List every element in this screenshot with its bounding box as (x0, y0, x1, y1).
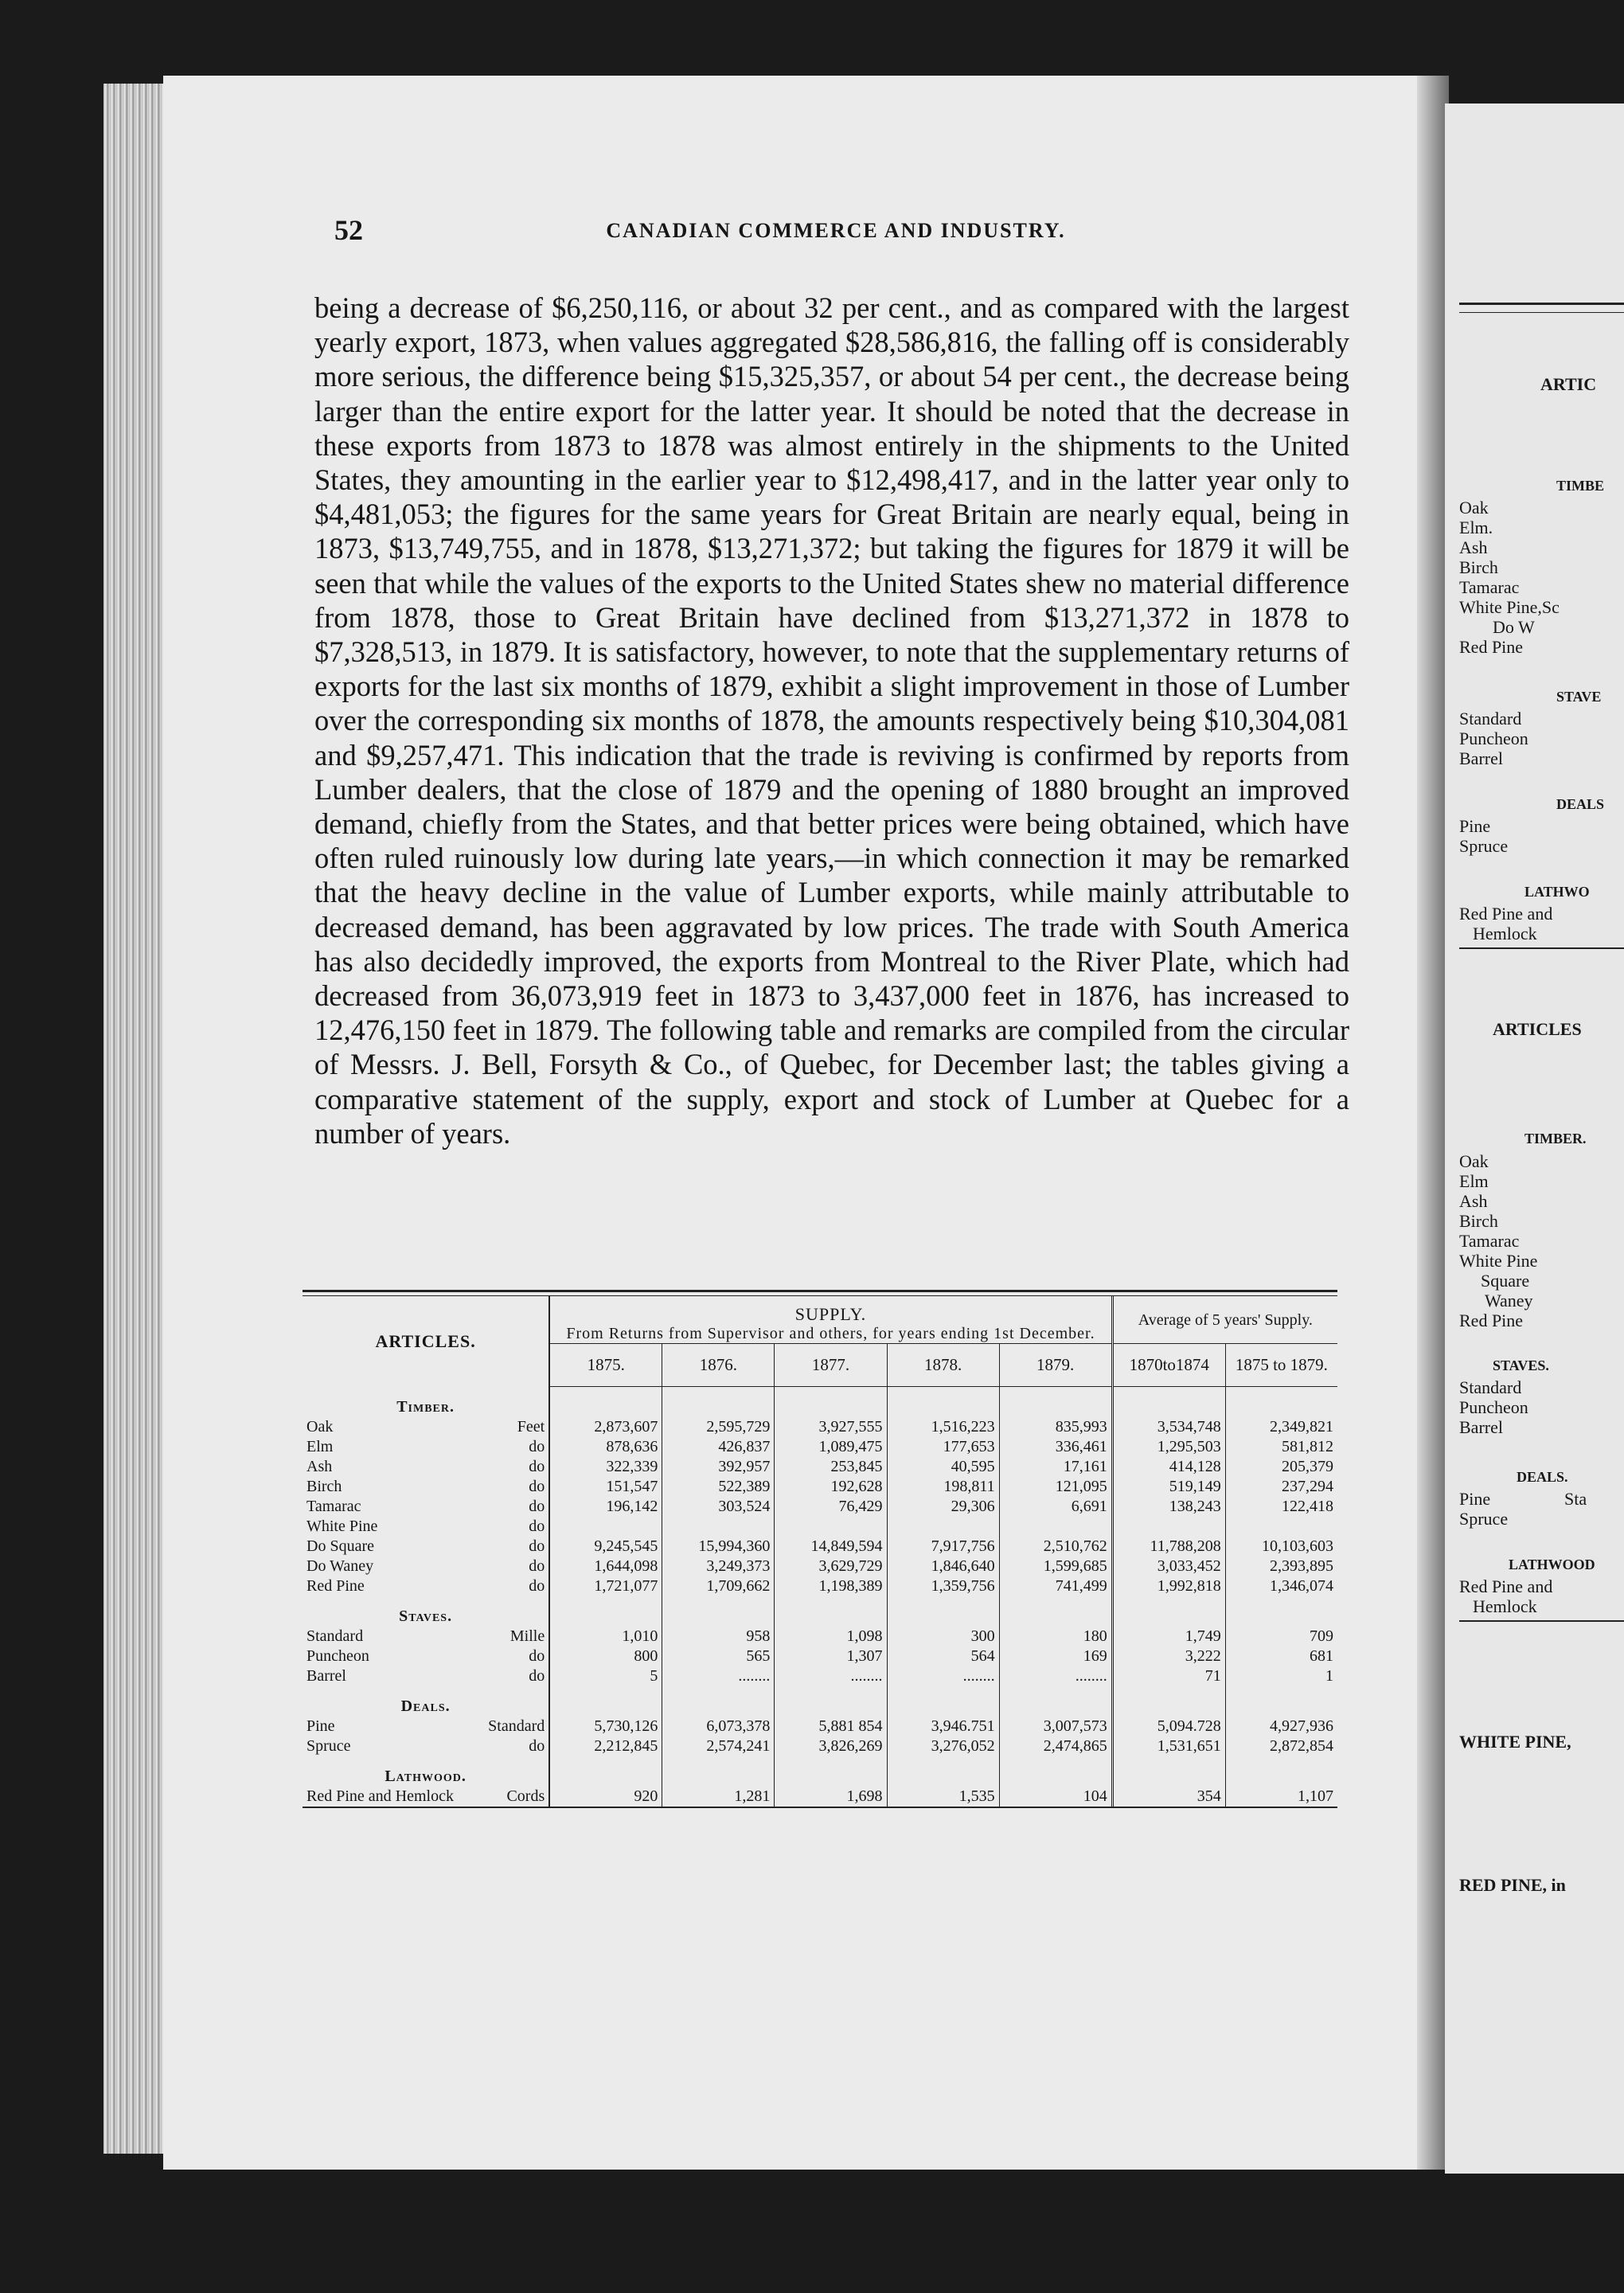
row-name: Do Square (306, 1537, 374, 1555)
value-cell: 15,994,360 (662, 1537, 775, 1557)
right-text: WHITE PINE, (1459, 1732, 1571, 1752)
table-row (303, 1627, 1337, 1647)
empty-cell (999, 1686, 1112, 1717)
value-cell: 741,499 (999, 1576, 1112, 1596)
value-cell: 5,094.728 (1112, 1717, 1225, 1736)
value-cell: 5,881 854 (775, 1717, 887, 1736)
row-name: Red Pine and Hemlock (306, 1787, 454, 1805)
value-cell: 205,379 (1225, 1457, 1337, 1477)
right-text: Red Pine (1459, 637, 1524, 657)
row-unit: do (529, 1497, 545, 1515)
year-header: 1879. (999, 1344, 1112, 1387)
right-text: Red Pine and (1459, 1576, 1553, 1596)
value-cell: 1,198,389 (775, 1576, 887, 1596)
value-cell: 519,149 (1112, 1477, 1225, 1497)
row-name: Oak (306, 1417, 334, 1436)
group-label: Deals. (303, 1686, 549, 1717)
value-cell: 3,534,748 (1112, 1417, 1225, 1437)
right-text: DEALS (1556, 796, 1605, 812)
right-text: STAVE (1556, 689, 1602, 705)
value-cell: 300 (887, 1627, 999, 1647)
value-cell: 5,730,126 (549, 1717, 662, 1736)
row-name: Barrel (306, 1666, 346, 1685)
value-cell: 177,653 (887, 1437, 999, 1457)
value-cell (662, 1517, 775, 1537)
value-cell: 4,927,936 (1225, 1717, 1337, 1736)
empty-cell (662, 1387, 775, 1417)
value-cell: 2,872,854 (1225, 1736, 1337, 1756)
value-cell (887, 1517, 999, 1537)
right-text: STAVES. (1493, 1357, 1549, 1373)
value-cell: 920 (549, 1787, 662, 1807)
empty-cell (1112, 1596, 1225, 1627)
value-cell (1112, 1517, 1225, 1537)
value-cell: 354 (1112, 1787, 1225, 1807)
row-label (303, 1497, 549, 1517)
row-name: Do Waney (306, 1557, 374, 1575)
rule (1459, 303, 1624, 305)
value-cell: 3,276,052 (887, 1736, 999, 1756)
value-cell: 1,531,651 (1112, 1736, 1225, 1756)
value-cell: 121,095 (999, 1477, 1112, 1497)
right-text: White Pine,Sc (1459, 597, 1560, 617)
row-label (303, 1647, 549, 1666)
value-cell: 151,547 (549, 1477, 662, 1497)
table-row (303, 1457, 1337, 1477)
row-name: Standard (306, 1627, 364, 1645)
value-cell: 709 (1225, 1627, 1337, 1647)
row-unit: do (529, 1537, 545, 1555)
value-cell: 1,516,223 (887, 1417, 999, 1437)
right-text: Red Pine (1459, 1311, 1524, 1330)
value-cell: 1,359,756 (887, 1576, 999, 1596)
row-unit: do (529, 1437, 545, 1455)
group-label: Lathwood. (303, 1756, 549, 1787)
articles-header: ARTICLES. (303, 1296, 549, 1387)
right-text: LATHWOOD (1509, 1557, 1595, 1572)
group-label: Staves. (303, 1596, 549, 1627)
lumber-supply-table (303, 1290, 1337, 1808)
row-unit: do (529, 1477, 545, 1495)
paragraph: being a decrease of $6,250,116, or about 32 per cent., and as compared with the largest yearly export, 1873, when values aggregated $28,586,816, the falling off is considerably more serious, the difference being $15,325,357, or about 54 per cent., the decrease being larger than the entire export for the latter year. It should be noted that the decrease in these exports from 1873 to 1878 was almost entirely in the shipments to the United States, they amounting in the earlier year to $12,498,417, and in the latter year only to $4,481,053; the figures for the same years for Great Britain are nearly equal, being in 1873, $13,749,755, and in 1878, $13,271,372; but taking the figures for 1879 it will be seen that while the values of the exports to the United States shew no material difference from 1878, those to Great Britain have declined from $13,271,372 in 1878 to $7,328,513, in 1879. It is satisfactory, however, to note that the supplementary returns of exports for the last six months of 1879, exhibit a slight improvement in those of Lumber over the corresponding six months of 1878, the amounts respectively being $10,304,081 and $9,257,471. This indication that the trade is reviving is confirmed by reports from Lumber dealers, that the close of 1879 and the opening of 1880 brought an improved demand, chiefly from the States, and that better prices were being obtained, which have often ruled ruinously low during late years,—in which connection it may be remarked that the heavy decline in the value of Lumber exports, while mainly attributable to decreased demand, has been aggravated by low prices. The trade with South America has also decidedly improved, the exports from Montreal to the River Plate, which had decreased from 36,073,919 feet in 1873 to 3,437,000 feet in 1876, has increased to 12,476,150 feet in 1879. The following table and remarks are compiled from the circular of Messrs. J. Bell, Forsyth & Co., of Quebec, for December last; the tables giving a comparative statement of the supply, export and stock of Lumber at Quebec for a number of years. (314, 291, 1349, 1150)
right-text: TIMBER. (1524, 1131, 1587, 1146)
value-cell (775, 1517, 887, 1537)
row-label (303, 1787, 549, 1807)
value-cell: 196,142 (549, 1497, 662, 1517)
value-cell: 10,103,603 (1225, 1537, 1337, 1557)
right-text: Pine (1459, 1489, 1491, 1509)
right-text: Red Pine and (1459, 904, 1553, 924)
empty-cell (775, 1596, 887, 1627)
table-top-rule (303, 1290, 1337, 1296)
value-cell: 2,595,729 (662, 1417, 775, 1437)
value-cell: 14,849,594 (775, 1537, 887, 1557)
supply-subtitle: From Returns from Supervisor and others, for years ending 1st December. (566, 1325, 1095, 1342)
page-number: 52 (334, 214, 363, 246)
table-row (303, 1717, 1337, 1736)
value-cell: 76,429 (775, 1497, 887, 1517)
value-cell: ........ (775, 1666, 887, 1686)
value-cell (549, 1517, 662, 1537)
table-group-row (303, 1756, 1337, 1787)
row-label (303, 1437, 549, 1457)
value-cell: 6,073,378 (662, 1717, 775, 1736)
value-cell: 336,461 (999, 1437, 1112, 1457)
empty-cell (549, 1756, 662, 1787)
row-name: Spruce (306, 1736, 351, 1755)
row-name: White Pine (306, 1517, 378, 1535)
empty-cell (775, 1756, 887, 1787)
right-text: Barrel (1459, 748, 1503, 768)
value-cell: 565 (662, 1647, 775, 1666)
avg-year-header: 1875 to 1879. (1225, 1344, 1337, 1387)
empty-cell (549, 1596, 662, 1627)
row-label (303, 1477, 549, 1497)
row-label (303, 1717, 549, 1736)
value-cell: 3,222 (1112, 1647, 1225, 1666)
empty-cell (887, 1686, 999, 1717)
value-cell: 2,393,895 (1225, 1557, 1337, 1576)
right-text: LATHWO (1524, 884, 1590, 900)
right-text: Ash (1459, 1191, 1488, 1211)
right-text: ARTICLES (1493, 1019, 1582, 1039)
supply-title: SUPPLY. (794, 1304, 867, 1324)
row-label (303, 1627, 549, 1647)
value-cell: 3,927,555 (775, 1417, 887, 1437)
right-text: Spruce (1459, 1509, 1509, 1529)
value-cell: 1,721,077 (549, 1576, 662, 1596)
value-cell: 2,474,865 (999, 1736, 1112, 1756)
right-text: Elm. (1459, 518, 1493, 537)
value-cell: 322,339 (549, 1457, 662, 1477)
value-cell: 71 (1112, 1666, 1225, 1686)
value-cell: 1,010 (549, 1627, 662, 1647)
right-text: Hemlock (1473, 924, 1537, 943)
empty-cell (662, 1596, 775, 1627)
value-cell: 3,629,729 (775, 1557, 887, 1576)
row-label (303, 1517, 549, 1537)
row-unit: do (529, 1517, 545, 1535)
right-text: Hemlock (1473, 1596, 1537, 1616)
year-header: 1878. (887, 1344, 999, 1387)
right-text: TIMBE (1556, 478, 1605, 494)
value-cell: 1,098 (775, 1627, 887, 1647)
row-label (303, 1576, 549, 1596)
running-head: CANADIAN COMMERCE AND INDUSTRY. (606, 219, 1066, 242)
row-label (303, 1417, 549, 1437)
empty-cell (1225, 1756, 1337, 1787)
table-body (303, 1387, 1337, 1807)
empty-cell (1112, 1387, 1225, 1417)
value-cell: 392,957 (662, 1457, 775, 1477)
right-text: Standard (1459, 709, 1522, 729)
right-text: Puncheon (1459, 729, 1528, 748)
empty-cell (999, 1387, 1112, 1417)
empty-cell (662, 1686, 775, 1717)
value-cell: 878,636 (549, 1437, 662, 1457)
right-text: Square (1481, 1271, 1530, 1291)
value-cell: 17,161 (999, 1457, 1112, 1477)
value-cell: 3,007,573 (999, 1717, 1112, 1736)
row-unit: do (529, 1557, 545, 1575)
right-text: Oak (1459, 498, 1489, 518)
value-cell: 237,294 (1225, 1477, 1337, 1497)
empty-cell (1225, 1686, 1337, 1717)
empty-cell (1225, 1596, 1337, 1627)
table-group-row (303, 1686, 1337, 1717)
value-cell: 1,346,074 (1225, 1576, 1337, 1596)
table-row (303, 1417, 1337, 1437)
right-text: Tamarac (1459, 577, 1520, 597)
row-name: Puncheon (306, 1647, 369, 1665)
empty-cell (1112, 1756, 1225, 1787)
right-text: Sta (1564, 1489, 1587, 1509)
table-row (303, 1497, 1337, 1517)
empty-cell (775, 1387, 887, 1417)
empty-cell (549, 1387, 662, 1417)
value-cell: 180 (999, 1627, 1112, 1647)
right-text: Birch (1459, 557, 1498, 577)
right-text: RED PINE, in (1459, 1875, 1566, 1895)
right-text: Elm (1459, 1171, 1489, 1191)
table-row (303, 1576, 1337, 1596)
row-label (303, 1666, 549, 1686)
table-row (303, 1437, 1337, 1457)
value-cell: 1,107 (1225, 1787, 1337, 1807)
value-cell: 414,128 (1112, 1457, 1225, 1477)
table-row (303, 1647, 1337, 1666)
table-row (303, 1477, 1337, 1497)
value-cell: 1,089,475 (775, 1437, 887, 1457)
value-cell: 40,595 (887, 1457, 999, 1477)
empty-cell (887, 1596, 999, 1627)
right-text: Pine (1459, 816, 1491, 836)
row-unit: do (529, 1736, 545, 1755)
row-name: Pine (306, 1717, 335, 1735)
value-cell: 1,599,685 (999, 1557, 1112, 1576)
table-group-row (303, 1596, 1337, 1627)
table-bottom-rule (303, 1807, 1337, 1808)
value-cell: 7,917,756 (887, 1537, 999, 1557)
rule (1459, 1620, 1624, 1622)
value-cell: ........ (887, 1666, 999, 1686)
row-unit: Mille (509, 1627, 545, 1645)
value-cell: 2,349,821 (1225, 1417, 1337, 1437)
value-cell: 5 (549, 1666, 662, 1686)
row-name: Tamarac (306, 1497, 361, 1515)
value-cell: 1,295,503 (1112, 1437, 1225, 1457)
value-cell: 958 (662, 1627, 775, 1647)
value-cell: 104 (999, 1787, 1112, 1807)
empty-cell (1225, 1387, 1337, 1417)
value-cell: 1,846,640 (887, 1557, 999, 1576)
avg-year-header: 1870to1874 (1112, 1344, 1225, 1387)
value-cell: 1,307 (775, 1647, 887, 1666)
empty-cell (662, 1756, 775, 1787)
value-cell: 138,243 (1112, 1497, 1225, 1517)
value-cell: 253,845 (775, 1457, 887, 1477)
value-cell: 835,993 (999, 1417, 1112, 1437)
book-gutter (1417, 76, 1449, 2170)
right-text: Waney (1485, 1291, 1533, 1311)
right-text: Spruce (1459, 836, 1509, 856)
value-cell: 2,510,762 (999, 1537, 1112, 1557)
right-text: ARTIC (1540, 374, 1597, 394)
row-name: Red Pine (306, 1576, 365, 1595)
year-header: 1876. (662, 1344, 775, 1387)
value-cell: 6,691 (999, 1497, 1112, 1517)
empty-cell (887, 1387, 999, 1417)
right-text: Birch (1459, 1211, 1498, 1231)
row-label (303, 1537, 549, 1557)
value-cell: 29,306 (887, 1497, 999, 1517)
row-label (303, 1457, 549, 1477)
value-cell: 581,812 (1225, 1437, 1337, 1457)
value-cell: 3,826,269 (775, 1736, 887, 1756)
right-text: Do W (1493, 617, 1535, 637)
value-cell: 426,837 (662, 1437, 775, 1457)
value-cell: 1,709,662 (662, 1576, 775, 1596)
value-cell: 1,698 (775, 1787, 887, 1807)
empty-cell (887, 1756, 999, 1787)
table-row (303, 1557, 1337, 1576)
value-cell: 1,535 (887, 1787, 999, 1807)
group-label: Timber. (303, 1387, 549, 1417)
value-cell: 11,788,208 (1112, 1537, 1225, 1557)
row-unit: do (529, 1666, 545, 1685)
row-name: Ash (306, 1457, 333, 1475)
table-row (303, 1787, 1337, 1807)
value-cell: 522,389 (662, 1477, 775, 1497)
value-cell: 1,281 (662, 1787, 775, 1807)
value-cell: 1,992,818 (1112, 1576, 1225, 1596)
table-header-row (303, 1296, 1337, 1344)
row-label (303, 1557, 549, 1576)
value-cell: 681 (1225, 1647, 1337, 1666)
right-text: White Pine (1459, 1251, 1538, 1271)
right-text: DEALS. (1517, 1469, 1568, 1485)
empty-cell (1112, 1686, 1225, 1717)
empty-cell (775, 1686, 887, 1717)
right-text: Barrel (1459, 1417, 1503, 1437)
value-cell: 3,249,373 (662, 1557, 775, 1576)
right-page (1445, 104, 1624, 2174)
empty-cell (549, 1686, 662, 1717)
right-text: Ash (1459, 537, 1488, 557)
rule (1459, 312, 1624, 313)
value-cell: 2,574,241 (662, 1736, 775, 1756)
table-row (303, 1666, 1337, 1686)
value-cell: 800 (549, 1647, 662, 1666)
row-unit: do (529, 1457, 545, 1475)
empty-cell (999, 1596, 1112, 1627)
table-group-row (303, 1387, 1337, 1417)
value-cell: 3,033,452 (1112, 1557, 1225, 1576)
right-text: Tamarac (1459, 1231, 1520, 1251)
table-row (303, 1537, 1337, 1557)
row-unit: do (529, 1647, 545, 1665)
value-cell: 198,811 (887, 1477, 999, 1497)
year-header: 1877. (775, 1344, 887, 1387)
body-text (314, 291, 1349, 1150)
rule (1459, 947, 1624, 949)
row-unit: Feet (517, 1417, 545, 1436)
value-cell: ........ (999, 1666, 1112, 1686)
right-text: Oak (1459, 1151, 1489, 1171)
value-cell: 1,749 (1112, 1627, 1225, 1647)
row-label (303, 1736, 549, 1756)
row-name: Birch (306, 1477, 342, 1495)
value-cell: 192,628 (775, 1477, 887, 1497)
value-cell: 1,644,098 (549, 1557, 662, 1576)
supply-header (549, 1296, 1112, 1344)
value-cell: 3,946.751 (887, 1717, 999, 1736)
value-cell: 9,245,545 (549, 1537, 662, 1557)
row-unit: Cords (506, 1787, 545, 1805)
row-unit: Standard (488, 1717, 545, 1735)
value-cell: 564 (887, 1647, 999, 1666)
value-cell: 2,212,845 (549, 1736, 662, 1756)
right-text: Puncheon (1459, 1397, 1528, 1417)
average-header: Average of 5 years' Supply. (1112, 1296, 1337, 1344)
value-cell: 1 (1225, 1666, 1337, 1686)
empty-cell (999, 1756, 1112, 1787)
right-text: Standard (1459, 1377, 1522, 1397)
value-cell: 169 (999, 1647, 1112, 1666)
value-cell: ........ (662, 1666, 775, 1686)
value-cell (1225, 1517, 1337, 1537)
table-row (303, 1736, 1337, 1756)
row-unit: do (529, 1576, 545, 1595)
value-cell (999, 1517, 1112, 1537)
value-cell: 2,873,607 (549, 1417, 662, 1437)
value-cell: 122,418 (1225, 1497, 1337, 1517)
row-name: Elm (306, 1437, 334, 1455)
value-cell: 303,524 (662, 1497, 775, 1517)
year-header: 1875. (549, 1344, 662, 1387)
table-row (303, 1517, 1337, 1537)
